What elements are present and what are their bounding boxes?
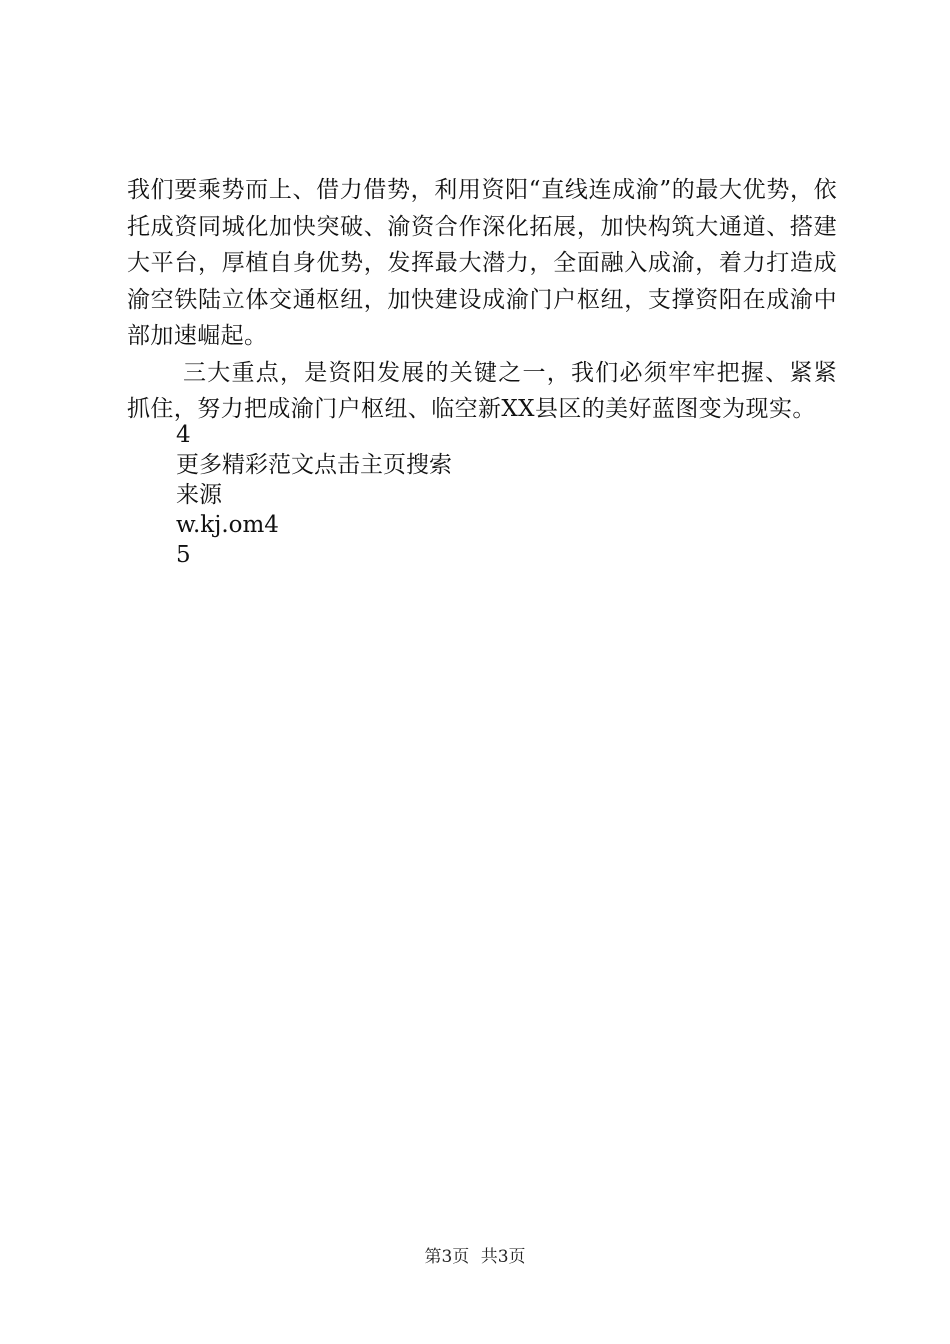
page-footer (0, 1242, 950, 1267)
trailing-lines (176, 420, 452, 570)
promo-text-line: 更多精彩范文点击主页搜索 (176, 452, 452, 478)
footer-page-current: 第3页 (424, 1247, 470, 1267)
paragraph-2: 三大重点，是资阳发展的关键之一，我们必须牢牢把握、紧紧抓住，努力把成渝门户枢纽、临空新XX县区的美好蓝图变为现实。 (127, 359, 837, 422)
page-number-line: 4 (176, 422, 191, 448)
body-text (127, 172, 837, 428)
footer-page-total: 共3页 (480, 1247, 526, 1267)
page-number-line-2: 5 (176, 542, 191, 568)
source-url-line: w.kj.om4 (176, 512, 279, 538)
paragraph-1: 我们要乘势而上、借力借势，利用资阳“直线连成渝”的最大优势，依托成资同城化加快突破、渝资合作深化拓展，加快构筑大通道、搭建大平台，厚植自身优势，发挥最大潜力，全面融入成渝，着力打造成渝空铁陆立体交通枢纽，加快建设成渝门户枢纽，支撑资阳在成渝中部加速崛起。 (127, 177, 837, 349)
source-label-line: 来源 (176, 482, 222, 508)
